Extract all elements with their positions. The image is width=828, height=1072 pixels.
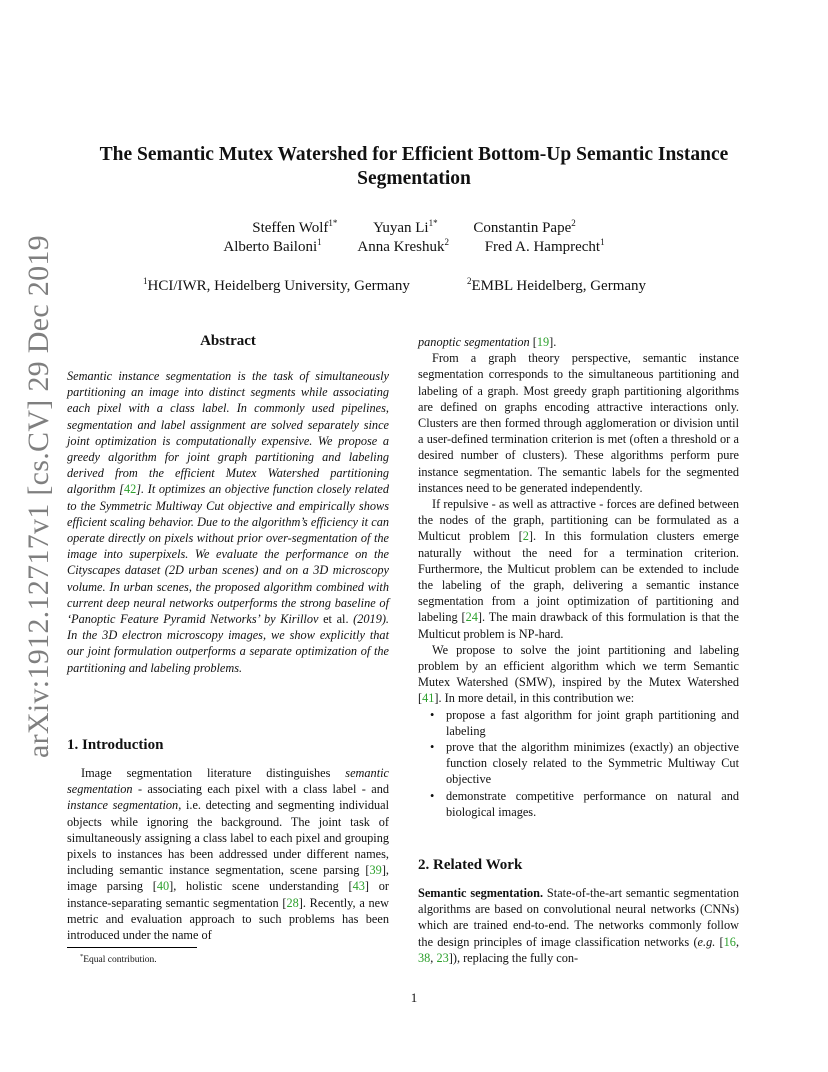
author: Steffen Wolf$^{1*}$ <box>252 218 338 236</box>
footnote: *Equal contribution. <box>80 953 157 966</box>
author: Anna Kreshuk$^2$ <box>357 237 449 255</box>
related-work-paragraph: Semantic segmentation. State-of-the-art semantic segmentation algorithms are based on convolutional neural networks (CNNs) which are trained end-to-end. The networks commonly follow the design principles of image classification networks (e.g. [16, 38, 23]), replacing the fully con- <box>418 886 740 965</box>
citation-link[interactable]: 41 <box>422 691 435 706</box>
footnote-rule <box>67 947 197 948</box>
list-item: • prove that the algorithm minimizes (exactly) an objective function closely related to the Symmetric Multiway Cut objective <box>418 739 739 788</box>
affiliation-2: $^2$EMBL Heidelberg, Germany <box>467 276 647 294</box>
citation-link[interactable]: 38 <box>418 950 431 965</box>
authors-row-2 <box>60 237 768 256</box>
author: Alberto Bailoni$^1$ <box>223 237 322 255</box>
citation-link[interactable]: 42 <box>123 482 137 497</box>
citation-link[interactable]: 24 <box>465 610 478 625</box>
section-heading-related-work: 2. Related Work <box>418 857 523 873</box>
author: Yuyan $Li^{1*}$ <box>373 218 438 236</box>
paragraph: From a graph theory perspective, semantic instance segmentation corresponds to the simultaneous partitioning and labeling of a graph. Most greedy graph partitioning algorithms are defined on graphs encoding attractive interactions only. Clusters are then formed through agglomeration or division until a user-defined termination criterion is met (often a threshold or a desired number of clusters). These algorithms perform pure instance segmentation. The semantic labels for the segmented instances need to be generated independently. <box>418 351 739 495</box>
authors-row-1 <box>60 218 768 237</box>
arxiv-stamp: arXiv:1912.12717v1 [cs.CV] 29 Dec 2019 <box>22 235 55 758</box>
citation-link[interactable]: 40 <box>156 879 170 894</box>
paragraph: We propose to solve the joint partitioning and labeling problem by an efficient algorithm which we term Semantic Mutex Watershed (SMW), inspired by the Mutex Watershed [41]. In more detail, in this contribution we: <box>418 642 739 706</box>
list-item: • propose a fast algorithm for joint graph partitioning and labeling <box>418 707 739 739</box>
contribution-list <box>418 707 739 820</box>
author: Constantin Pape$^2$ <box>473 218 576 236</box>
abstract-text: Semantic instance segmentation is the task of simultaneously partitioning an image into distinct segments while associating each pixel with a class label. In commonly used pipelines, segmentation and label assignment are solved separately since joint optimization is computationally expensive. We propose a greedy algorithm for joint graph partitioning and labeling derived from the efficient Mutex Watershed partitioning algorithm [42]. It optimizes an objective function closely related to the Symmetric Multiway Cut objective and empirically shows efficient scaling behavior. Due to the algorithm’s efficiency it can operate directly on pixels without prior over-segmentation of the image into superpixels. We evaluate the performance on the Cityscapes dataset (2D urban scenes) and on a 3D microscopy volume. In urban scenes, the proposed algorithm combined with current deep neural networks outperforms the strong baseline of ‘Panoptic Feature Pyramid Networks’ by Kirillov et al. (2019). In the 3D electron microscopy images, we show explicitly that our joint formulation outperforms a separate optimization of the partitioning and labeling problems. <box>67 369 390 675</box>
right-column-text <box>418 334 739 820</box>
affiliation-1: $^1$HCI/IWR, Heidelberg University, Germany <box>143 276 410 294</box>
citation-link[interactable]: 19 <box>536 335 550 349</box>
abstract-heading: Abstract <box>200 333 256 349</box>
citation-link[interactable]: 16 <box>723 934 736 949</box>
title-line-2: Segmentation <box>357 168 471 189</box>
citation-link[interactable]: 2 <box>522 529 529 544</box>
citation-link[interactable]: 39 <box>369 863 382 878</box>
citation-link[interactable]: 28 <box>286 895 299 910</box>
page-number: 1 <box>410 990 418 1005</box>
paragraph: If repulsive - as well as attractive - forces are defined between the nodes of the graph, partitioning can be formulated as a Multicut problem [2]. In this formulation clusters emerge naturally without the need for a termination criterion. Furthermore, the Multicut problem can be extended to include the labeling of the graph, delivering a semantic instance segmentation from a joint optimization of partitioning and labeling [24]. The main drawback of this formulation is that the Multicut problem is NP-hard. <box>418 497 739 641</box>
paper-title <box>60 143 768 191</box>
title-line-1: The Semantic Mutex Watershed for Efficient Bottom-Up Semantic Instance <box>99 144 729 165</box>
introduction-paragraph: Image segmentation literature distinguishes semantic segmentation - associating each pixel with a class label - and instance segmentation, i.e. detecting and segmenting individual objects while ignoring the background. The joint task of simultaneously assigning a class label to each pixel and grouping pixels to instances has been addressed under different names, including semantic instance segmentation, scene parsing [39], image parsing [40], holistic scene understanding [43] or instance-separating semantic segmentation [28]. Recently, a new metric and evaluation approach to such problems has been introduced under the name of <box>67 766 389 943</box>
section-heading-introduction: 1. Introduction <box>67 737 164 753</box>
citation-link[interactable]: 43 <box>352 879 365 894</box>
paragraph: panoptic segmentation [19]. <box>418 335 557 349</box>
author: Fred A. Hamprecht$^1$ <box>484 237 605 255</box>
citation-link[interactable]: 23 <box>436 950 449 965</box>
list-item: • demonstrate competitive performance on natural and biological images. <box>418 788 739 820</box>
